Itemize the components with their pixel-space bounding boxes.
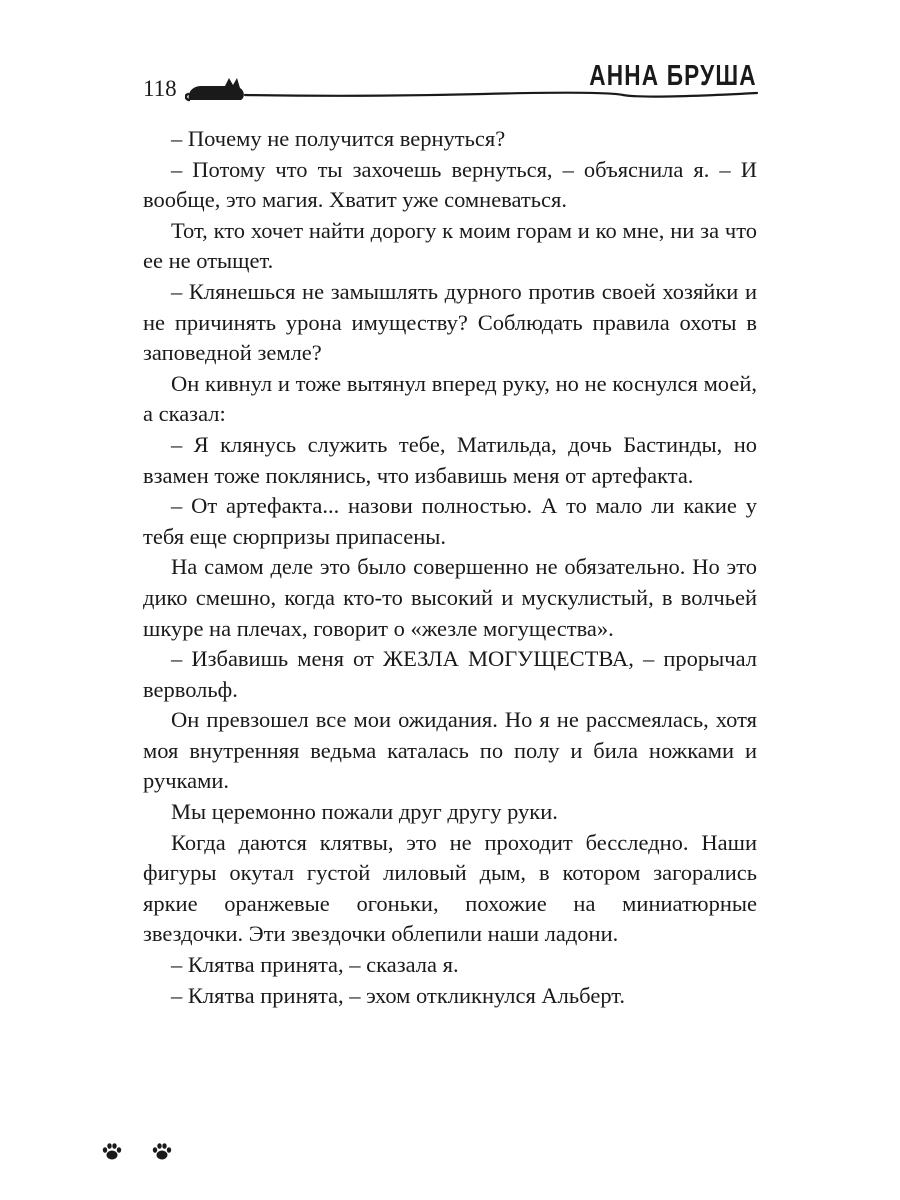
paragraph: – Избавишь меня от ЖЕЗЛА МОГУЩЕСТВА, – прорычал вервольф. [143,646,757,702]
paragraph: – Почему не получится вернуться? [171,126,506,151]
running-header [143,60,757,106]
paragraph: – Клятва принята, – сказала я. [171,952,459,978]
paragraph: Он кивнул и тоже вытянул вперед руку, но не коснулся моей, а сказал: [143,370,757,427]
paragraph: Тот, кто хочет найти дорогу к моим горам и ко мне, ни за что ее не отыщет. [143,217,757,274]
paragraph: – Потому что ты захочешь вернуться, – объяснила я. – И вообще, это магия. Хватит уже сомневаться. [143,156,757,213]
paw-prints-icon [100,1140,180,1166]
paragraph: Мы церемонно пожали друг другу руки. [171,799,558,825]
body-text [143,124,757,1011]
paw-print-icon [150,1140,174,1164]
paragraph: Когда даются клятвы, это не проходит бесследно. Наши фигуры окутал густой лиловый дым, в котором загорались яркие оранжевые огоньки, похожие на миниатюрные звездочки. Эти звездочки облепили наши ладони. [143,829,757,947]
author-name: АННА БРУША [589,60,757,92]
paragraph: – Клятва принята, – эхом откликнулся Альберт. [171,982,626,1008]
page-number: 118 [143,76,177,101]
paragraph: Он превзошел все мои ожидания. Но я не рассмеялась, хотя моя внутренняя ведьма каталась по полу и била ножками и ручками. [143,707,757,794]
sleeping-cat-icon [185,74,247,102]
paragraph: – Клянешься не замышлять дурного против своей хозяйки и не причинять урона имуществу? Соблюдать правила охоты в заповедной земле? [143,278,757,366]
paw-print-icon [100,1140,124,1164]
paragraph: – От артефакта... назови полностью. А то мало ли какие у тебя еще сюрпризы припасены. [143,493,757,549]
paragraph: – Я клянусь служить тебе, Матильда, дочь Бастинды, но взамен тоже поклянись, что избавишь меня от артефакта. [143,431,757,488]
paragraph: На самом деле это было совершенно не обязательно. Но это дико смешно, когда кто-то высокий и мускулистый, в волчьей шкуре на плечах, говорит о «жезле могущества». [143,554,757,641]
